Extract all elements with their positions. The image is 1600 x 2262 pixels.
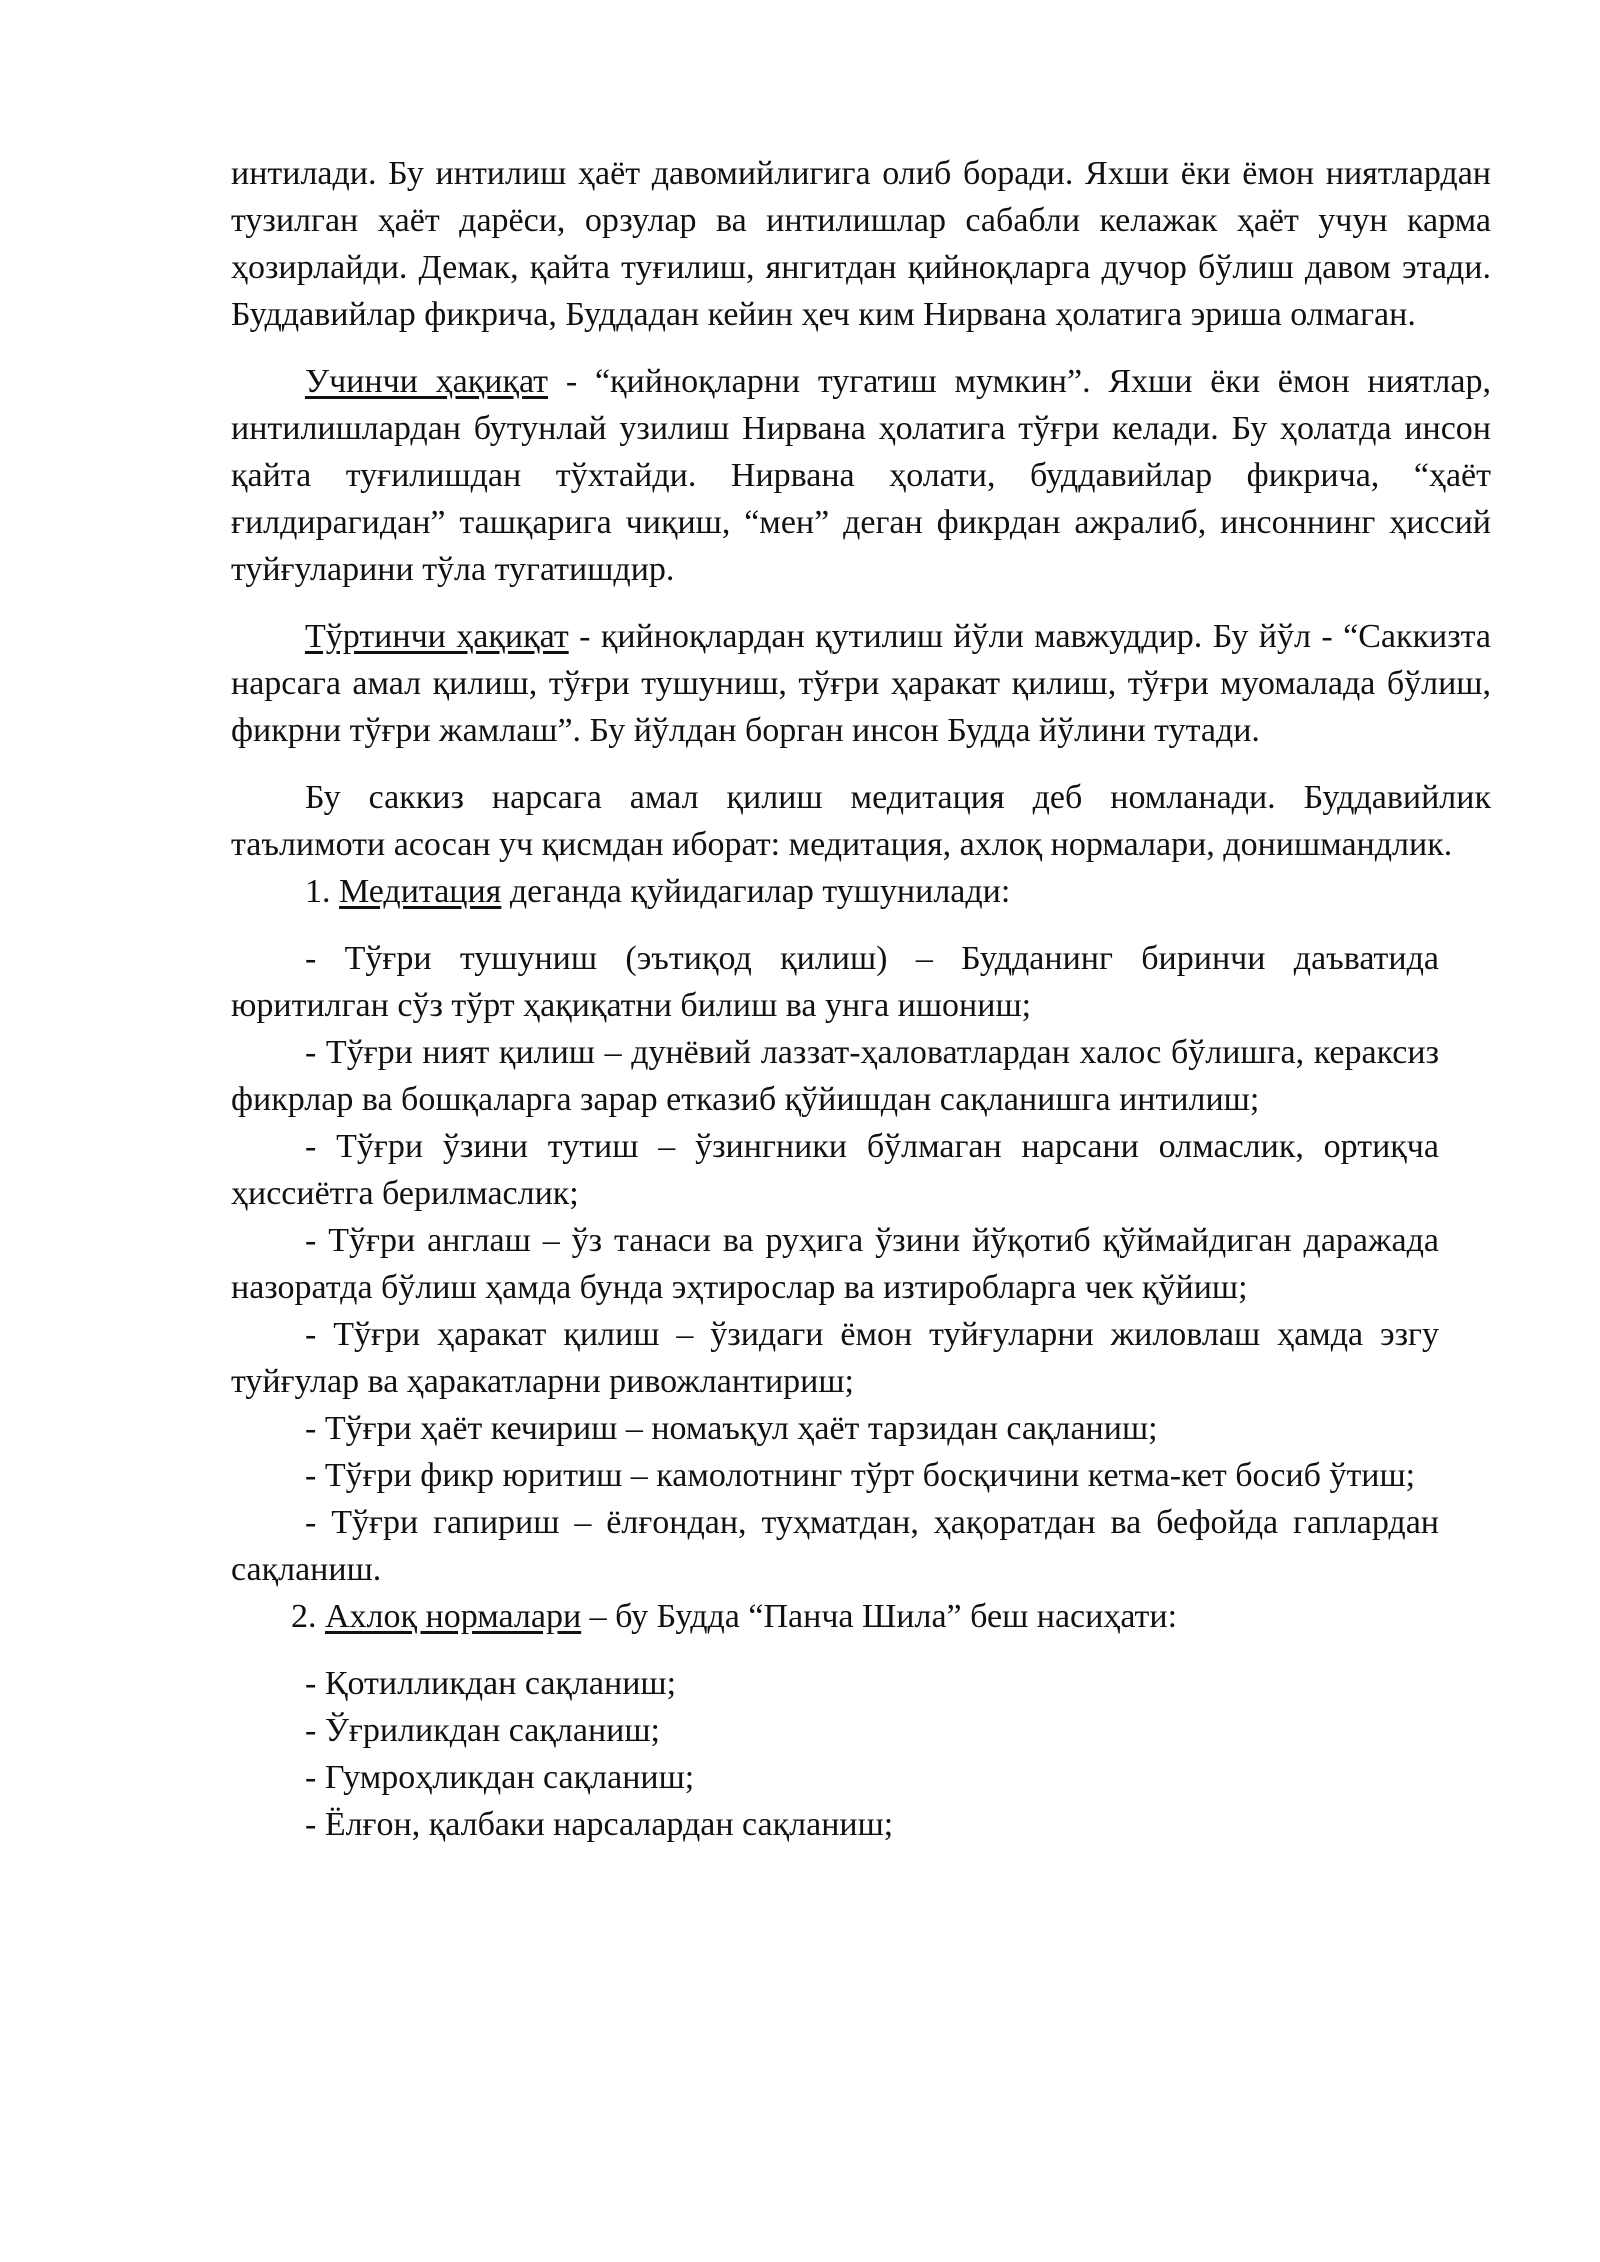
list-item: - Тўғри тушуниш (эътиқод қилиш) – Будданинг биринчи даъватида юритилган сўз тўрт ҳақиқатни билиш ва унга ишониш; bbox=[231, 940, 1439, 1024]
list-item: - Ўғриликдан сақланиш; bbox=[305, 1712, 660, 1749]
list-item: - Қотилликдан сақланиш; bbox=[305, 1665, 677, 1702]
list-item: - Тўғри гапириш – ёлғондан, туҳматдан, ҳақоратдан ва бефойда гаплардан сақланиш. bbox=[231, 1504, 1439, 1588]
third-truth-heading: Учинчи ҳақиқат bbox=[305, 363, 549, 400]
fourth-truth-heading: Тўртинчи ҳақиқат bbox=[305, 618, 569, 655]
list-item: - Тўғри ният қилиш – дунёвий лаззат-ҳаловатлардан халос бўлишга, кераксиз фикрлар ва бошқаларга зарар етказиб қўйишдан сақланишга интилиш; bbox=[231, 1034, 1439, 1118]
ethics-list bbox=[231, 1660, 1491, 1848]
meditation-list bbox=[231, 935, 1439, 1593]
document-page bbox=[231, 150, 1491, 1848]
third-truth-text: - “қийноқларни тугатиш мумкин”. Яхши ёки ёмон ниятлар, интилишлардан бутунлай узилиш Нирвана ҳолатига тўғри келади. Бу ҳолатда инсон қайта туғилишдан тўхтайди. Нирвана ҳолати, буддавийлар фикрича, “ҳаёт ғилдирагидан” ташқарига чиқиш, “мен” деган фикрдан ажралиб, инсоннинг ҳиссий туйғуларини тўла тугатишдир. bbox=[231, 363, 1491, 588]
section-rest: – бу Будда “Панча Шила” беш насиҳати: bbox=[581, 1598, 1178, 1635]
list-item: - Тўғри ҳаракат қилиш – ўзидаги ёмон туйғуларни жиловлаш ҳамда эзгу туйғулар ва ҳаракатларни ривожлантириш; bbox=[231, 1316, 1439, 1400]
list-item: - Тўғри ўзини тутиш – ўзингники бўлмаган нарсани олмаслик, ортиқча ҳиссиётга берилмаслик; bbox=[231, 1128, 1439, 1212]
section-number: 1. bbox=[305, 873, 339, 910]
list-item: - Тўғри ҳаёт кечириш – номаъқул ҳаёт тарзидан сақланиш; bbox=[305, 1410, 1158, 1447]
section-title: Медитация bbox=[339, 873, 502, 910]
section-meditation-heading bbox=[231, 868, 1491, 915]
paragraph-meditation-intro: Бу саккиз нарсага амал қилиш медитация деб номланади. Буддавийлик таълимоти асосан уч қисмдан иборат: медитация, ахлоқ нормалари, донишмандлик. bbox=[231, 779, 1491, 863]
paragraph-third-truth bbox=[231, 358, 1491, 593]
section-ethics-heading bbox=[231, 1593, 1491, 1640]
list-item: - Тўғри англаш – ўз танаси ва руҳига ўзини йўқотиб қўймайдиган даражада назоратда бўлиш ҳамда бунда эҳтирослар ва изтиробларга чек қўйиш; bbox=[231, 1222, 1439, 1306]
section-rest: деганда қуйидагилар тушунилади: bbox=[501, 873, 1011, 910]
section-title: Ахлоқ нормалари bbox=[325, 1598, 582, 1635]
paragraph-fourth-truth bbox=[231, 613, 1491, 754]
list-item: - Тўғри фикр юритиш – камолотнинг тўрт босқичини кетма-кет босиб ўтиш; bbox=[305, 1457, 1416, 1494]
fourth-truth-text: - қийноқлардан қутилиш йўли мавжуддир. Бу йўл - “Саккизта нарсага амал қилиш, тўғри тушуниш, тўғри ҳаракат қилиш, тўғри муомалада бўлиш, фикрни тўғри жамлаш”. Бу йўлдан борган инсон Будда йўлини тутади. bbox=[231, 618, 1491, 749]
list-item: - Гумроҳликдан сақланиш; bbox=[305, 1759, 695, 1796]
section-number: 2. bbox=[291, 1598, 325, 1635]
paragraph-intro: интилади. Бу интилиш ҳаёт давомийлигига олиб боради. Яхши ёки ёмон ниятлардан тузилган ҳаёт дарёси, орзулар ва интилишлар сабабли келажак ҳаёт учун карма ҳозирлайди. Демак, қайта туғилиш, янгитдан қийноқларга дучор бўлиш давом этади. Буддавийлар фикрича, Буддадан кейин ҳеч ким Нирвана ҳолатига эриша олмаган. bbox=[231, 155, 1491, 333]
list-item: - Ёлғон, қалбаки нарсалардан сақланиш; bbox=[305, 1806, 894, 1843]
